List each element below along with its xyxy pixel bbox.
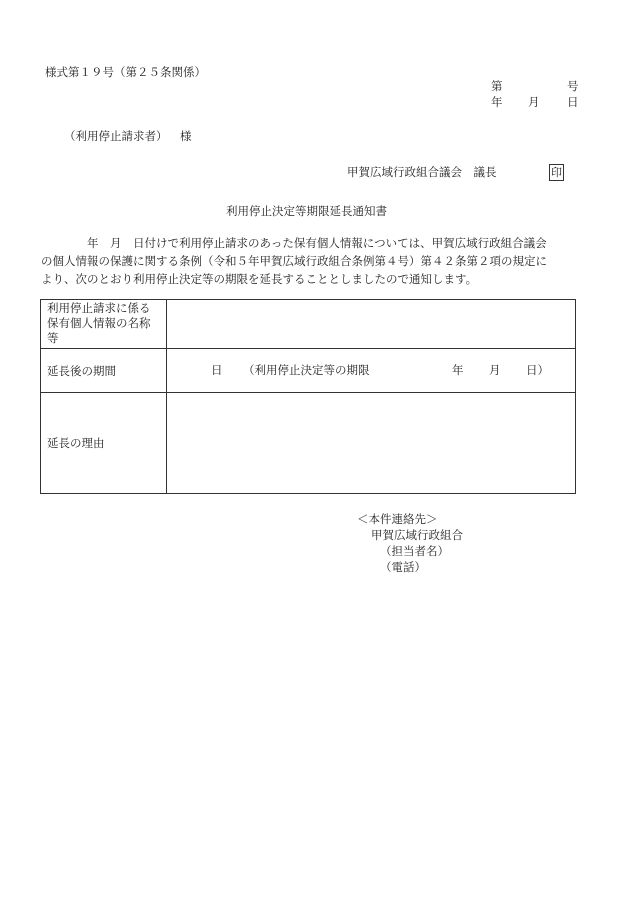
document-title: 利用停止決定等期限延長通知書: [226, 204, 387, 218]
date-month: 月: [528, 95, 540, 109]
contact-phone: （電話）: [380, 560, 426, 574]
row-label-line: 保有個人情報の名称: [47, 316, 151, 330]
body-line: の個人情報の保護に関する条例（令和５年甲賀広域行政組合条例第４号）第４２条第２項の規定に: [41, 254, 547, 268]
form-number: 様式第１９号（第２５条関係）: [45, 65, 206, 79]
table-column-divider: [166, 300, 167, 493]
row-label-info-name: [47, 301, 151, 346]
table-row-divider: [41, 348, 575, 349]
row-label-reason: 延長の理由: [47, 436, 105, 450]
extended-period-day: 日: [211, 363, 223, 377]
doc-number-prefix: 第: [491, 79, 503, 93]
sender-name: 甲賀広域行政組合議会 議長: [347, 165, 497, 179]
reason-value[interactable]: [173, 398, 569, 488]
contact-person: （担当者名）: [380, 544, 449, 558]
info-name-value[interactable]: [173, 304, 569, 344]
addressee-honorific: 様: [180, 129, 192, 143]
doc-number-suffix: 号: [567, 79, 579, 93]
deadline-day: 日）: [526, 363, 549, 377]
body-line: より、次のとおり利用停止決定等の期限を延長することとしましたので通知します。: [41, 272, 478, 286]
body-line: 年 月 日付けで利用停止請求のあった保有個人情報については、甲賀広域行政組合議会: [41, 236, 547, 250]
row-label-line: 利用停止請求に係る: [47, 301, 151, 315]
date-year: 年: [491, 95, 503, 109]
addressee-label: （利用停止請求者）: [64, 129, 168, 143]
date-day: 日: [567, 95, 579, 109]
row-label-line: 等: [47, 331, 59, 345]
table-row-divider: [41, 392, 575, 393]
deadline-month: 月: [489, 363, 501, 377]
contact-organization: 甲賀広域行政組合: [371, 528, 463, 542]
deadline-year: 年: [452, 363, 464, 377]
seal-mark: 印: [551, 166, 562, 179]
extension-table: [40, 299, 576, 494]
contact-heading: ＜本件連絡先＞: [357, 512, 438, 526]
deadline-label: （利用停止決定等の期限: [243, 363, 370, 377]
row-label-extended-period: 延長後の期間: [47, 364, 116, 378]
body-text: [41, 234, 581, 288]
